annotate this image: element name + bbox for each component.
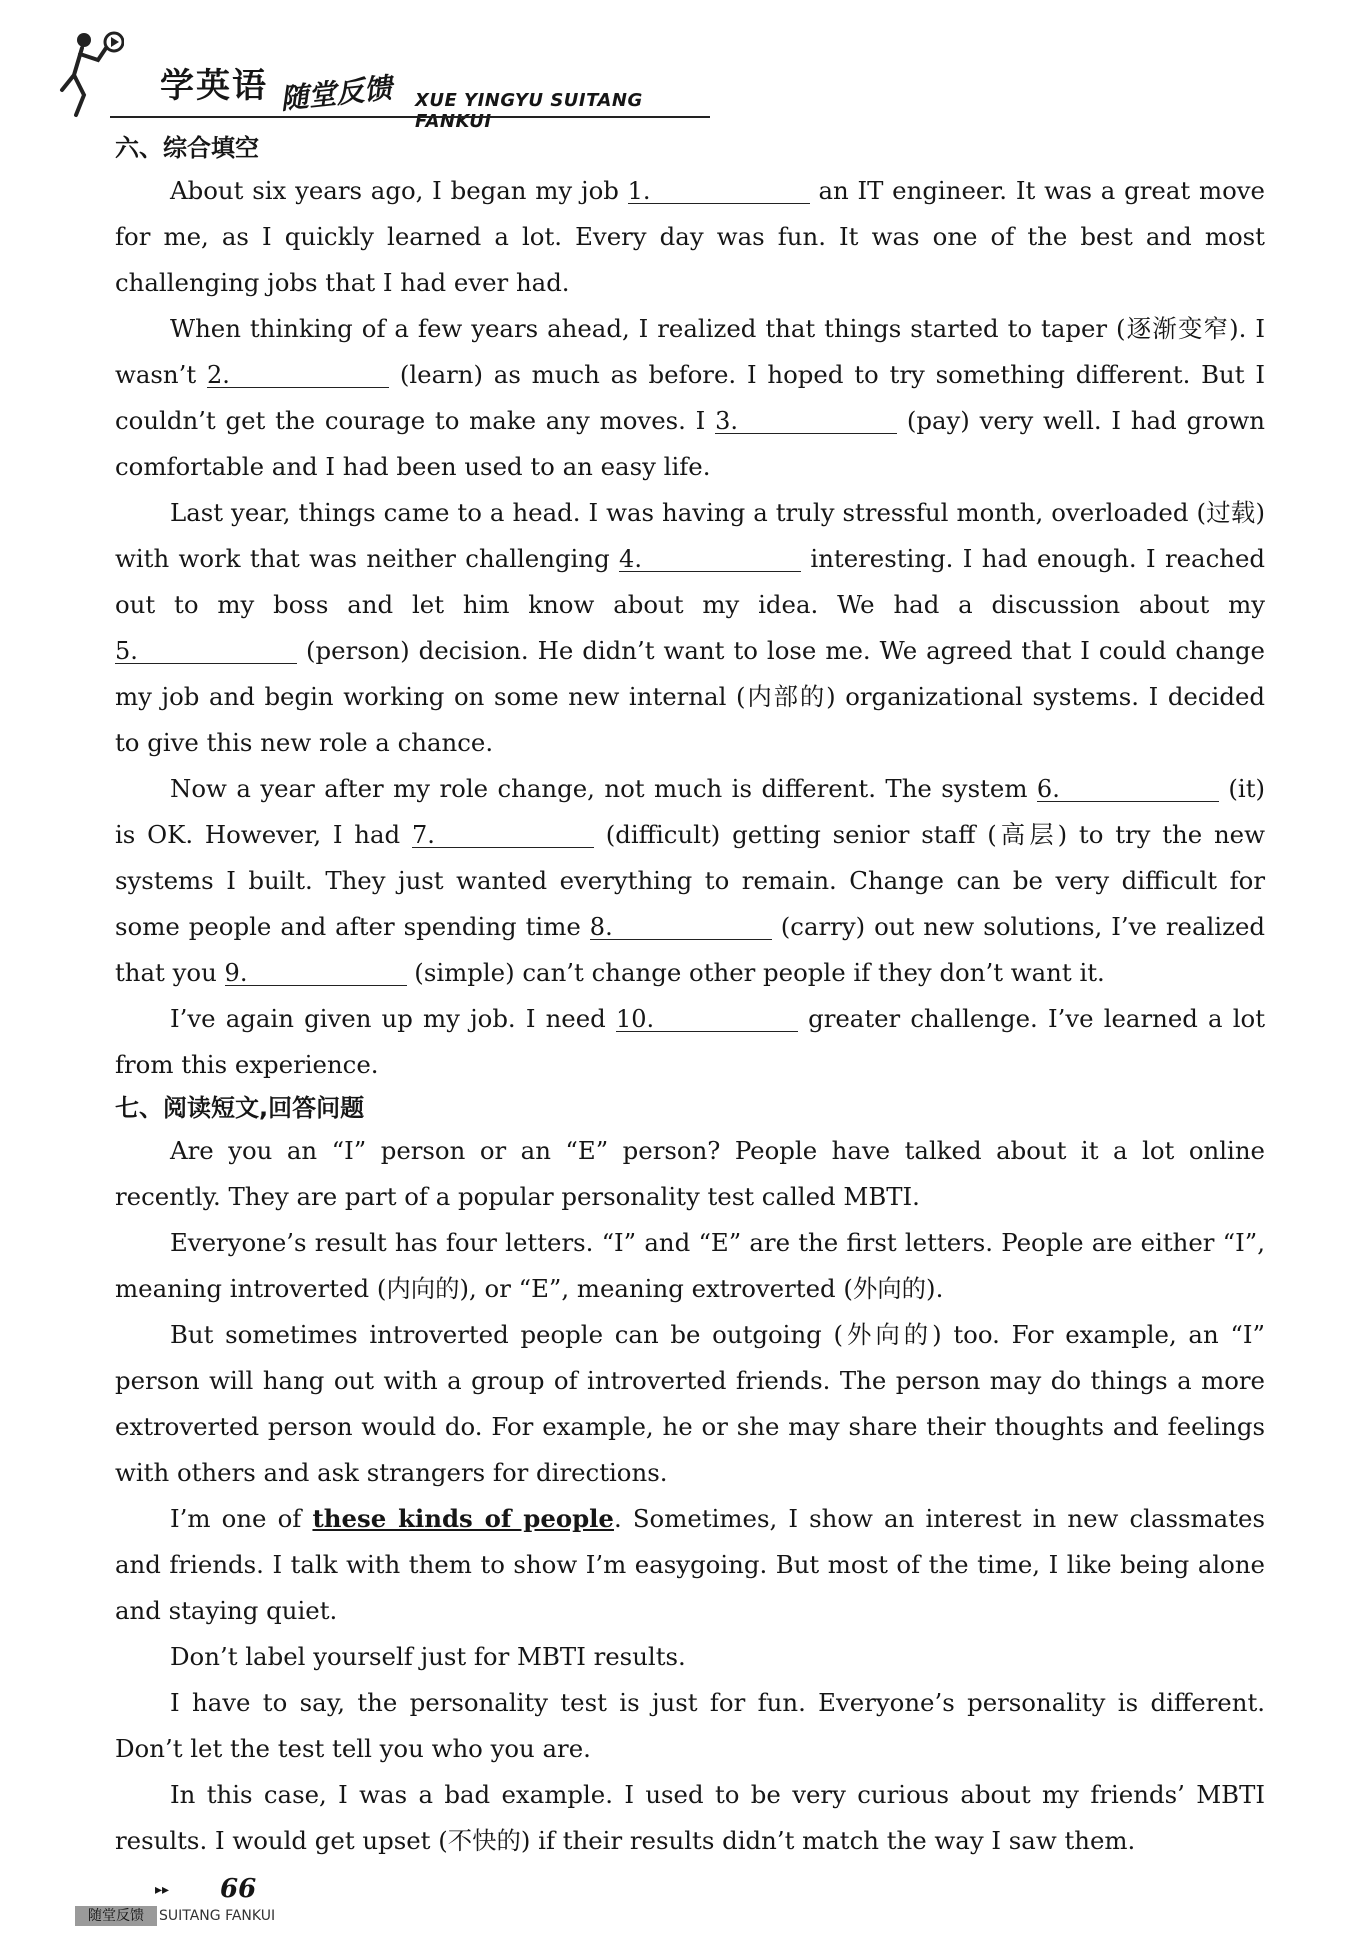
- s6-paragraph-3: [115, 490, 1265, 766]
- text: When thinking of a few years ahead, I realized that things started to taper (逐渐变窄). I wasn’t: [115, 314, 1265, 389]
- header-title-cn2: 随堂反馈: [278, 71, 394, 116]
- s7-paragraph-4: [115, 1496, 1265, 1634]
- text: an IT engineer. It was a great move for me, as I quickly learned a lot. Every day was fun. It was one of the best and most challenging jobs that I had ever had.: [115, 176, 1265, 297]
- text: . Sometimes, I show an interest in new classmates and friends. I talk with them to show I’m easygoing. But most of the time, I like being alone and staying quiet.: [115, 1504, 1265, 1625]
- footer-tag-cn: 随堂反馈: [75, 1906, 157, 1926]
- text: greater challenge. I’ve learned a lot from this experience.: [115, 1004, 1265, 1079]
- text: I’m one of: [170, 1504, 313, 1533]
- header-title-cn: 学英语: [160, 66, 268, 106]
- text: Now a year after my role change, not much is different. The system: [170, 774, 1037, 803]
- text: interesting. I had enough. I reached out to my boss and let him know about my idea. We had a discussion about my: [115, 544, 1265, 619]
- footer-tag-en: SUITANG FANKUI: [159, 1908, 276, 1924]
- page-number: 66: [220, 1874, 257, 1904]
- section7-title: 七、阅读短文,回答问题: [115, 1094, 365, 1122]
- s7-paragraph-3: But sometimes introverted people can be outgoing (外向的) too. For example, an “I” person will hang out with a group of introverted friends. The person may do things a more extroverted person would do. For example, he or she may share their thoughts and feelings with others and ask strangers for directions.: [115, 1320, 1265, 1487]
- blank-3[interactable]: 3.: [715, 409, 897, 434]
- s6-paragraph-5: [115, 996, 1265, 1088]
- text: (difficult) getting senior staff (高层) to try the new systems I built. They just wanted everything to remain. Change can be very difficult for some people and after spending time: [115, 820, 1265, 941]
- underlined-phrase: these kinds of people: [312, 1504, 614, 1533]
- blank-1[interactable]: 1.: [628, 179, 810, 204]
- s7-paragraph-1: Are you an “I” person or an “E” person? People have talked about it a lot online recently. They are part of a popular personality test called MBTI.: [115, 1136, 1265, 1211]
- text: (carry) out new solutions, I’ve realized that you: [115, 912, 1265, 987]
- text: About six years ago, I began my job: [170, 176, 628, 205]
- s6-paragraph-4: [115, 766, 1265, 996]
- text: (person) decision. He didn’t want to lose me. We agreed that I could change my job and begin working on some new internal (内部的) organizational systems. I decided to give this new role a chance.: [115, 636, 1265, 757]
- page-header: [40, 10, 680, 130]
- page-footer: [75, 1870, 395, 1930]
- s7-paragraph-6: I have to say, the personality test is just for fun. Everyone’s personality is different. Don’t let the test tell you who you are.: [115, 1688, 1265, 1763]
- s7-paragraph-7: In this case, I was a bad example. I used to be very curious about my friends’ MBTI results. I would get upset (不快的) if their results didn’t match the way I saw them.: [115, 1780, 1265, 1855]
- s6-paragraph-2: [115, 306, 1265, 490]
- text: (simple) can’t change other people if they don’t want it.: [406, 958, 1105, 987]
- s6-paragraph-1: [115, 168, 1265, 306]
- blank-8[interactable]: 8.: [590, 915, 772, 940]
- double-arrow-icon: ▸▸: [155, 1882, 170, 1898]
- blank-4[interactable]: 4.: [619, 547, 801, 572]
- blank-9[interactable]: 9.: [225, 961, 407, 986]
- section6-title: 六、综合填空: [115, 134, 259, 162]
- text: (it) is OK. However, I had: [115, 774, 1266, 849]
- page-content: [115, 128, 1265, 1864]
- text: (learn) as much as before. I hoped to try something different. But I couldn’t get the courage to make any moves. I: [115, 360, 1266, 435]
- text: I’ve again given up my job. I need: [170, 1004, 616, 1033]
- s7-paragraph-5: Don’t label yourself just for MBTI results.: [170, 1642, 686, 1671]
- blank-5[interactable]: 5.: [115, 639, 297, 664]
- text: Last year, things came to a head. I was having a truly stressful month, overloaded (过载) with work that was neither challenging: [115, 498, 1265, 573]
- header-rule: [110, 116, 710, 118]
- blank-10[interactable]: 10.: [616, 1007, 798, 1032]
- blank-2[interactable]: 2.: [207, 363, 389, 388]
- header-title-en: XUE YINGYU SUITANG FANKUI: [415, 90, 643, 132]
- text: (pay) very well. I had grown comfortable and I had been used to an easy life.: [115, 406, 1266, 481]
- blank-6[interactable]: 6.: [1037, 777, 1219, 802]
- runner-logo-icon: [54, 30, 124, 120]
- s7-paragraph-2: Everyone’s result has four letters. “I” and “E” are the first letters. People are either “I”, meaning introverted (内向的), or “E”, meaning extroverted (外向的).: [115, 1228, 1265, 1303]
- blank-7[interactable]: 7.: [412, 823, 594, 848]
